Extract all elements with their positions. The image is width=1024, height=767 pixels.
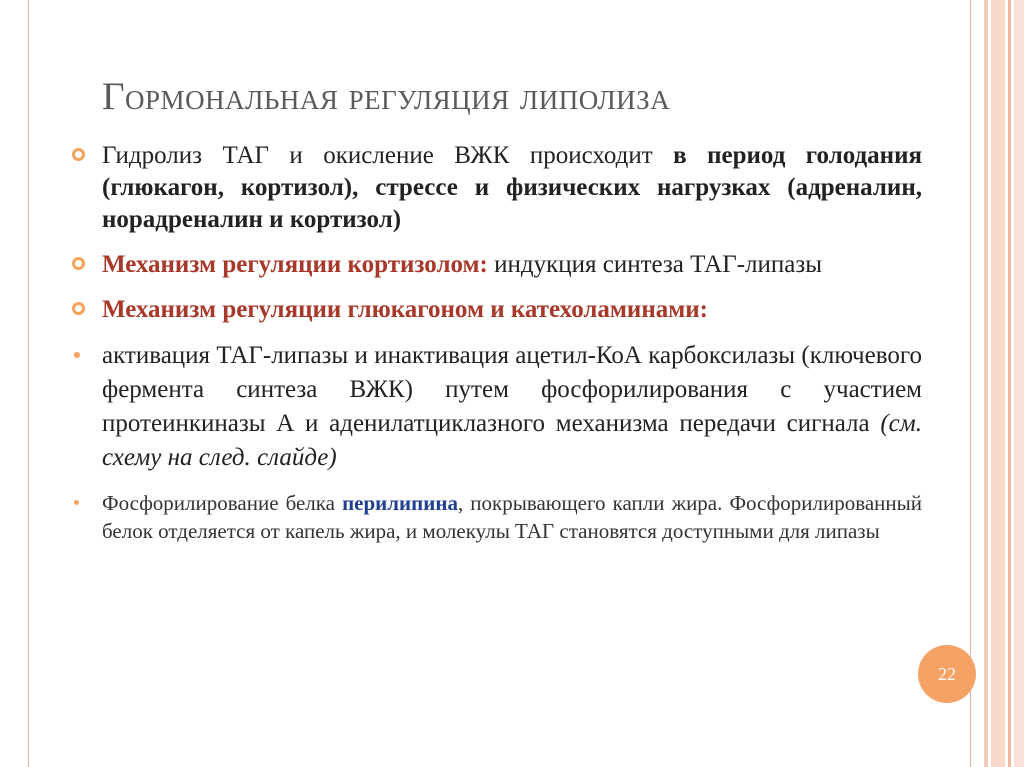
bullet-ring-icon [72,302,85,315]
bullet-bold-text: в период голодания (глюкагон, кортизол), стрессе и физических нагрузках (адреналин, норадреналин и кортизол) [102,142,922,233]
slide-content [72,140,922,555]
bullet-ring-icon [72,148,85,161]
bullet-item [72,294,922,326]
sub-bullet-item [72,489,922,545]
bullet-ring-icon [72,257,85,270]
bullet-item [72,249,922,281]
sub-bullet-text: Фосфорилирование белка [102,491,343,515]
decorative-stripe [984,0,988,767]
decorative-stripe [1008,0,1011,767]
highlighted-term: перилипина [342,491,458,515]
decorative-stripe [1014,0,1024,767]
sub-bullet-item [72,339,922,475]
bullet-heading: Механизм регуляции глюкагоном и катехоламинами: [102,296,708,323]
slide-title: Гормональная регуляция липолиза [102,75,671,118]
bullet-heading: Механизм регуляции кортизолом: [102,251,488,278]
sub-bullet-italic-note: (см. схему на след. слайде) [102,410,922,471]
page-number-badge: 22 [918,645,976,703]
sub-bullet-text: активация ТАГ-липазы и инактивация ацетил-КоА карбоксилазы (ключевого фермента синтеза ВЖК) путем фосфорилирования с участием протеинкиназы А и аденилатциклазного механизма передачи сигнала [102,342,922,437]
bullet-item [72,140,922,236]
sub-bullet-text: , покрывающего капли жира. Фосфорилированный белок отделяется от капель жира, и молекулы ТАГ становятся доступными для липазы [102,491,922,543]
bullet-text: индукция синтеза ТАГ-липазы [487,251,823,278]
bullet-text: Гидролиз ТАГ и окисление ВЖК происходит [102,142,674,169]
decorative-stripe [991,0,1005,767]
bullet-dot-icon [74,500,79,505]
bullet-dot-icon [74,352,80,358]
